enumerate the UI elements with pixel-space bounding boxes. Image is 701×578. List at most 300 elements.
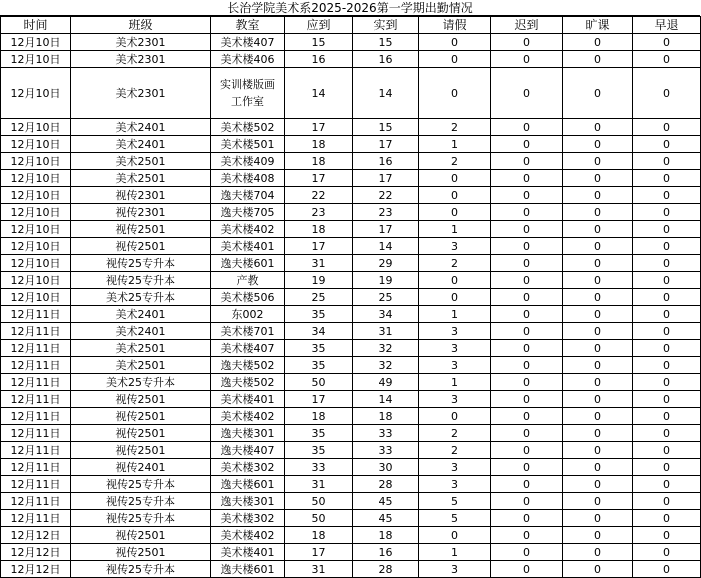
sheet-title: 长治学院美术系2025-2026第一学期出勤情况 xyxy=(0,0,700,16)
cell-early-leave: 0 xyxy=(633,357,701,374)
cell-expected: 31 xyxy=(285,255,353,272)
cell-class: 视传25专升本 xyxy=(71,510,211,527)
cell-absent: 0 xyxy=(563,289,633,306)
cell-early-leave: 0 xyxy=(633,306,701,323)
cell-class: 美术2401 xyxy=(71,136,211,153)
table-row xyxy=(1,408,701,425)
cell-present: 34 xyxy=(353,306,419,323)
cell-class: 美术2301 xyxy=(71,51,211,68)
cell-date: 12月11日 xyxy=(1,476,71,493)
cell-present: 14 xyxy=(353,68,419,119)
cell-date: 12月11日 xyxy=(1,340,71,357)
cell-room: 逸夫楼705 xyxy=(211,204,285,221)
cell-present: 23 xyxy=(353,204,419,221)
cell-expected: 35 xyxy=(285,357,353,374)
cell-late: 0 xyxy=(491,527,563,544)
cell-class: 视传2501 xyxy=(71,425,211,442)
header-absent: 旷课 xyxy=(563,17,633,34)
cell-room: 逸夫楼704 xyxy=(211,187,285,204)
cell-date: 12月11日 xyxy=(1,306,71,323)
cell-room: 美术楼409 xyxy=(211,153,285,170)
cell-late: 0 xyxy=(491,170,563,187)
cell-absent: 0 xyxy=(563,527,633,544)
cell-absent: 0 xyxy=(563,425,633,442)
cell-absent: 0 xyxy=(563,561,633,578)
cell-late: 0 xyxy=(491,476,563,493)
cell-leave: 0 xyxy=(419,527,491,544)
cell-class: 视传25专升本 xyxy=(71,255,211,272)
cell-leave: 0 xyxy=(419,187,491,204)
cell-early-leave: 0 xyxy=(633,323,701,340)
cell-expected: 18 xyxy=(285,136,353,153)
cell-early-leave: 0 xyxy=(633,272,701,289)
cell-date: 12月10日 xyxy=(1,187,71,204)
cell-date: 12月10日 xyxy=(1,68,71,119)
cell-class: 视传2401 xyxy=(71,459,211,476)
cell-class: 视传2501 xyxy=(71,408,211,425)
header-date: 时间 xyxy=(1,17,71,34)
cell-room: 美术楼402 xyxy=(211,527,285,544)
cell-room: 逸夫楼601 xyxy=(211,255,285,272)
cell-room: 实训楼版画工作室 xyxy=(211,68,285,119)
cell-present: 33 xyxy=(353,425,419,442)
cell-date: 12月10日 xyxy=(1,119,71,136)
cell-late: 0 xyxy=(491,187,563,204)
cell-expected: 17 xyxy=(285,544,353,561)
cell-early-leave: 0 xyxy=(633,289,701,306)
cell-leave: 3 xyxy=(419,391,491,408)
cell-absent: 0 xyxy=(563,68,633,119)
cell-room: 美术楼407 xyxy=(211,340,285,357)
cell-leave: 0 xyxy=(419,408,491,425)
cell-expected: 50 xyxy=(285,493,353,510)
cell-date: 12月12日 xyxy=(1,544,71,561)
cell-date: 12月10日 xyxy=(1,170,71,187)
cell-class: 视传25专升本 xyxy=(71,476,211,493)
cell-late: 0 xyxy=(491,255,563,272)
cell-leave: 0 xyxy=(419,170,491,187)
cell-leave: 3 xyxy=(419,238,491,255)
cell-room: 美术楼401 xyxy=(211,238,285,255)
cell-present: 16 xyxy=(353,153,419,170)
cell-leave: 0 xyxy=(419,51,491,68)
cell-expected: 50 xyxy=(285,510,353,527)
cell-leave: 2 xyxy=(419,119,491,136)
cell-expected: 23 xyxy=(285,204,353,221)
cell-early-leave: 0 xyxy=(633,136,701,153)
cell-late: 0 xyxy=(491,51,563,68)
cell-late: 0 xyxy=(491,272,563,289)
cell-early-leave: 0 xyxy=(633,170,701,187)
cell-room: 美术楼402 xyxy=(211,408,285,425)
cell-room: 美术楼407 xyxy=(211,34,285,51)
cell-leave: 3 xyxy=(419,357,491,374)
table-row xyxy=(1,68,701,119)
table-row xyxy=(1,561,701,578)
cell-class: 美术25专升本 xyxy=(71,289,211,306)
cell-leave: 3 xyxy=(419,476,491,493)
cell-leave: 5 xyxy=(419,510,491,527)
cell-expected: 15 xyxy=(285,34,353,51)
cell-late: 0 xyxy=(491,289,563,306)
cell-absent: 0 xyxy=(563,306,633,323)
cell-expected: 35 xyxy=(285,340,353,357)
cell-absent: 0 xyxy=(563,170,633,187)
cell-date: 12月10日 xyxy=(1,204,71,221)
cell-class: 美术2401 xyxy=(71,306,211,323)
cell-absent: 0 xyxy=(563,204,633,221)
cell-early-leave: 0 xyxy=(633,544,701,561)
cell-date: 12月11日 xyxy=(1,357,71,374)
cell-late: 0 xyxy=(491,391,563,408)
cell-date: 12月10日 xyxy=(1,153,71,170)
cell-room: 逸夫楼502 xyxy=(211,357,285,374)
cell-absent: 0 xyxy=(563,459,633,476)
cell-present: 14 xyxy=(353,391,419,408)
cell-early-leave: 0 xyxy=(633,153,701,170)
table-row xyxy=(1,119,701,136)
cell-date: 12月10日 xyxy=(1,221,71,238)
cell-room: 美术楼402 xyxy=(211,221,285,238)
cell-present: 45 xyxy=(353,510,419,527)
cell-leave: 0 xyxy=(419,204,491,221)
cell-present: 14 xyxy=(353,238,419,255)
cell-class: 视传25专升本 xyxy=(71,272,211,289)
cell-leave: 5 xyxy=(419,493,491,510)
table-row xyxy=(1,374,701,391)
cell-date: 12月10日 xyxy=(1,289,71,306)
cell-room: 美术楼502 xyxy=(211,119,285,136)
cell-room: 逸夫楼601 xyxy=(211,476,285,493)
cell-date: 12月11日 xyxy=(1,510,71,527)
cell-leave: 1 xyxy=(419,544,491,561)
cell-early-leave: 0 xyxy=(633,221,701,238)
cell-late: 0 xyxy=(491,238,563,255)
cell-leave: 3 xyxy=(419,340,491,357)
cell-date: 12月10日 xyxy=(1,34,71,51)
cell-late: 0 xyxy=(491,510,563,527)
cell-present: 15 xyxy=(353,34,419,51)
cell-late: 0 xyxy=(491,340,563,357)
cell-leave: 0 xyxy=(419,289,491,306)
table-row xyxy=(1,255,701,272)
cell-expected: 18 xyxy=(285,153,353,170)
cell-early-leave: 0 xyxy=(633,408,701,425)
cell-expected: 25 xyxy=(285,289,353,306)
cell-early-leave: 0 xyxy=(633,51,701,68)
cell-leave: 0 xyxy=(419,68,491,119)
attendance-table xyxy=(0,16,701,578)
table-row xyxy=(1,493,701,510)
cell-leave: 2 xyxy=(419,153,491,170)
cell-class: 视传25专升本 xyxy=(71,561,211,578)
cell-present: 30 xyxy=(353,459,419,476)
header-leave: 请假 xyxy=(419,17,491,34)
cell-absent: 0 xyxy=(563,187,633,204)
cell-class: 视传25专升本 xyxy=(71,493,211,510)
cell-leave: 1 xyxy=(419,136,491,153)
cell-room: 产教 xyxy=(211,272,285,289)
cell-expected: 19 xyxy=(285,272,353,289)
cell-late: 0 xyxy=(491,493,563,510)
header-late: 迟到 xyxy=(491,17,563,34)
cell-class: 美术2501 xyxy=(71,357,211,374)
cell-late: 0 xyxy=(491,459,563,476)
cell-date: 12月11日 xyxy=(1,391,71,408)
table-body xyxy=(1,34,701,578)
cell-expected: 33 xyxy=(285,459,353,476)
cell-late: 0 xyxy=(491,153,563,170)
cell-early-leave: 0 xyxy=(633,187,701,204)
cell-expected: 50 xyxy=(285,374,353,391)
cell-late: 0 xyxy=(491,442,563,459)
cell-expected: 35 xyxy=(285,306,353,323)
cell-present: 17 xyxy=(353,136,419,153)
cell-expected: 16 xyxy=(285,51,353,68)
cell-date: 12月12日 xyxy=(1,561,71,578)
cell-expected: 14 xyxy=(285,68,353,119)
cell-present: 17 xyxy=(353,170,419,187)
cell-present: 33 xyxy=(353,442,419,459)
cell-late: 0 xyxy=(491,306,563,323)
cell-early-leave: 0 xyxy=(633,374,701,391)
cell-absent: 0 xyxy=(563,408,633,425)
cell-absent: 0 xyxy=(563,34,633,51)
cell-absent: 0 xyxy=(563,442,633,459)
cell-leave: 3 xyxy=(419,459,491,476)
cell-expected: 18 xyxy=(285,408,353,425)
cell-date: 12月11日 xyxy=(1,459,71,476)
cell-late: 0 xyxy=(491,34,563,51)
cell-early-leave: 0 xyxy=(633,238,701,255)
cell-expected: 31 xyxy=(285,476,353,493)
cell-early-leave: 0 xyxy=(633,391,701,408)
cell-absent: 0 xyxy=(563,119,633,136)
cell-absent: 0 xyxy=(563,323,633,340)
cell-late: 0 xyxy=(491,68,563,119)
cell-present: 16 xyxy=(353,544,419,561)
cell-early-leave: 0 xyxy=(633,255,701,272)
cell-class: 视传2501 xyxy=(71,221,211,238)
table-row xyxy=(1,136,701,153)
table-row xyxy=(1,391,701,408)
table-row xyxy=(1,425,701,442)
cell-room: 美术楼701 xyxy=(211,323,285,340)
cell-early-leave: 0 xyxy=(633,442,701,459)
cell-expected: 18 xyxy=(285,221,353,238)
cell-expected: 34 xyxy=(285,323,353,340)
cell-expected: 22 xyxy=(285,187,353,204)
cell-present: 19 xyxy=(353,272,419,289)
header-class: 班级 xyxy=(71,17,211,34)
cell-expected: 17 xyxy=(285,391,353,408)
cell-present: 25 xyxy=(353,289,419,306)
table-row xyxy=(1,170,701,187)
cell-early-leave: 0 xyxy=(633,68,701,119)
cell-expected: 31 xyxy=(285,561,353,578)
cell-date: 12月11日 xyxy=(1,425,71,442)
table-row xyxy=(1,34,701,51)
table-row xyxy=(1,357,701,374)
cell-leave: 1 xyxy=(419,374,491,391)
cell-late: 0 xyxy=(491,357,563,374)
cell-present: 31 xyxy=(353,323,419,340)
cell-present: 16 xyxy=(353,51,419,68)
cell-absent: 0 xyxy=(563,221,633,238)
cell-early-leave: 0 xyxy=(633,459,701,476)
cell-room: 美术楼408 xyxy=(211,170,285,187)
table-row xyxy=(1,323,701,340)
cell-absent: 0 xyxy=(563,493,633,510)
cell-leave: 2 xyxy=(419,442,491,459)
cell-leave: 0 xyxy=(419,34,491,51)
cell-expected: 17 xyxy=(285,238,353,255)
cell-class: 美术2501 xyxy=(71,340,211,357)
cell-expected: 17 xyxy=(285,119,353,136)
cell-present: 45 xyxy=(353,493,419,510)
cell-class: 视传2501 xyxy=(71,442,211,459)
cell-absent: 0 xyxy=(563,51,633,68)
cell-date: 12月11日 xyxy=(1,408,71,425)
cell-date: 12月11日 xyxy=(1,493,71,510)
cell-leave: 1 xyxy=(419,306,491,323)
cell-class: 美术2301 xyxy=(71,34,211,51)
cell-expected: 35 xyxy=(285,425,353,442)
cell-room: 东002 xyxy=(211,306,285,323)
cell-class: 美术2501 xyxy=(71,170,211,187)
cell-room: 逸夫楼601 xyxy=(211,561,285,578)
cell-room: 美术楼501 xyxy=(211,136,285,153)
cell-date: 12月10日 xyxy=(1,238,71,255)
cell-expected: 35 xyxy=(285,442,353,459)
cell-early-leave: 0 xyxy=(633,510,701,527)
cell-room: 美术楼506 xyxy=(211,289,285,306)
cell-present: 49 xyxy=(353,374,419,391)
table-row xyxy=(1,289,701,306)
cell-early-leave: 0 xyxy=(633,493,701,510)
cell-early-leave: 0 xyxy=(633,527,701,544)
table-row xyxy=(1,238,701,255)
cell-date: 12月10日 xyxy=(1,51,71,68)
table-row xyxy=(1,204,701,221)
cell-room: 逸夫楼502 xyxy=(211,374,285,391)
cell-absent: 0 xyxy=(563,255,633,272)
cell-date: 12月12日 xyxy=(1,527,71,544)
cell-expected: 18 xyxy=(285,527,353,544)
cell-class: 视传2301 xyxy=(71,187,211,204)
cell-date: 12月11日 xyxy=(1,323,71,340)
cell-present: 32 xyxy=(353,357,419,374)
cell-class: 视传2501 xyxy=(71,391,211,408)
cell-class: 美术2401 xyxy=(71,323,211,340)
header-present: 实到 xyxy=(353,17,419,34)
cell-early-leave: 0 xyxy=(633,340,701,357)
cell-room: 美术楼401 xyxy=(211,544,285,561)
cell-present: 32 xyxy=(353,340,419,357)
cell-leave: 2 xyxy=(419,255,491,272)
cell-room: 美术楼401 xyxy=(211,391,285,408)
cell-class: 美术2501 xyxy=(71,153,211,170)
cell-class: 美术2401 xyxy=(71,119,211,136)
cell-early-leave: 0 xyxy=(633,425,701,442)
cell-absent: 0 xyxy=(563,374,633,391)
cell-late: 0 xyxy=(491,204,563,221)
cell-present: 28 xyxy=(353,561,419,578)
table-row xyxy=(1,340,701,357)
cell-present: 15 xyxy=(353,119,419,136)
cell-date: 12月10日 xyxy=(1,272,71,289)
table-row xyxy=(1,510,701,527)
table-row xyxy=(1,272,701,289)
cell-date: 12月11日 xyxy=(1,374,71,391)
cell-room: 逸夫楼301 xyxy=(211,425,285,442)
cell-early-leave: 0 xyxy=(633,204,701,221)
header-expected: 应到 xyxy=(285,17,353,34)
cell-present: 17 xyxy=(353,221,419,238)
cell-absent: 0 xyxy=(563,153,633,170)
cell-present: 28 xyxy=(353,476,419,493)
cell-leave: 0 xyxy=(419,272,491,289)
header-row xyxy=(1,17,701,34)
table-row xyxy=(1,153,701,170)
cell-class: 视传2501 xyxy=(71,544,211,561)
cell-leave: 3 xyxy=(419,323,491,340)
table-row xyxy=(1,544,701,561)
cell-absent: 0 xyxy=(563,476,633,493)
table-row xyxy=(1,476,701,493)
cell-late: 0 xyxy=(491,408,563,425)
cell-late: 0 xyxy=(491,119,563,136)
cell-present: 18 xyxy=(353,527,419,544)
cell-leave: 2 xyxy=(419,425,491,442)
header-room: 教室 xyxy=(211,17,285,34)
table-row xyxy=(1,306,701,323)
table-row xyxy=(1,187,701,204)
cell-absent: 0 xyxy=(563,340,633,357)
table-row xyxy=(1,527,701,544)
cell-room: 逸夫楼301 xyxy=(211,493,285,510)
table-row xyxy=(1,51,701,68)
cell-present: 29 xyxy=(353,255,419,272)
cell-class: 美术2301 xyxy=(71,68,211,119)
cell-class: 视传2301 xyxy=(71,204,211,221)
cell-late: 0 xyxy=(491,221,563,238)
cell-late: 0 xyxy=(491,136,563,153)
cell-late: 0 xyxy=(491,544,563,561)
cell-early-leave: 0 xyxy=(633,34,701,51)
cell-absent: 0 xyxy=(563,510,633,527)
cell-absent: 0 xyxy=(563,272,633,289)
cell-class: 美术25专升本 xyxy=(71,374,211,391)
cell-date: 12月10日 xyxy=(1,255,71,272)
cell-early-leave: 0 xyxy=(633,561,701,578)
cell-room: 美术楼406 xyxy=(211,51,285,68)
cell-present: 18 xyxy=(353,408,419,425)
cell-early-leave: 0 xyxy=(633,476,701,493)
table-row xyxy=(1,442,701,459)
cell-late: 0 xyxy=(491,561,563,578)
cell-early-leave: 0 xyxy=(633,119,701,136)
cell-late: 0 xyxy=(491,323,563,340)
cell-room: 逸夫楼407 xyxy=(211,442,285,459)
table-row xyxy=(1,459,701,476)
cell-late: 0 xyxy=(491,374,563,391)
table-row xyxy=(1,221,701,238)
cell-class: 视传2501 xyxy=(71,527,211,544)
header-early-leave: 早退 xyxy=(633,17,701,34)
cell-absent: 0 xyxy=(563,544,633,561)
cell-date: 12月10日 xyxy=(1,136,71,153)
